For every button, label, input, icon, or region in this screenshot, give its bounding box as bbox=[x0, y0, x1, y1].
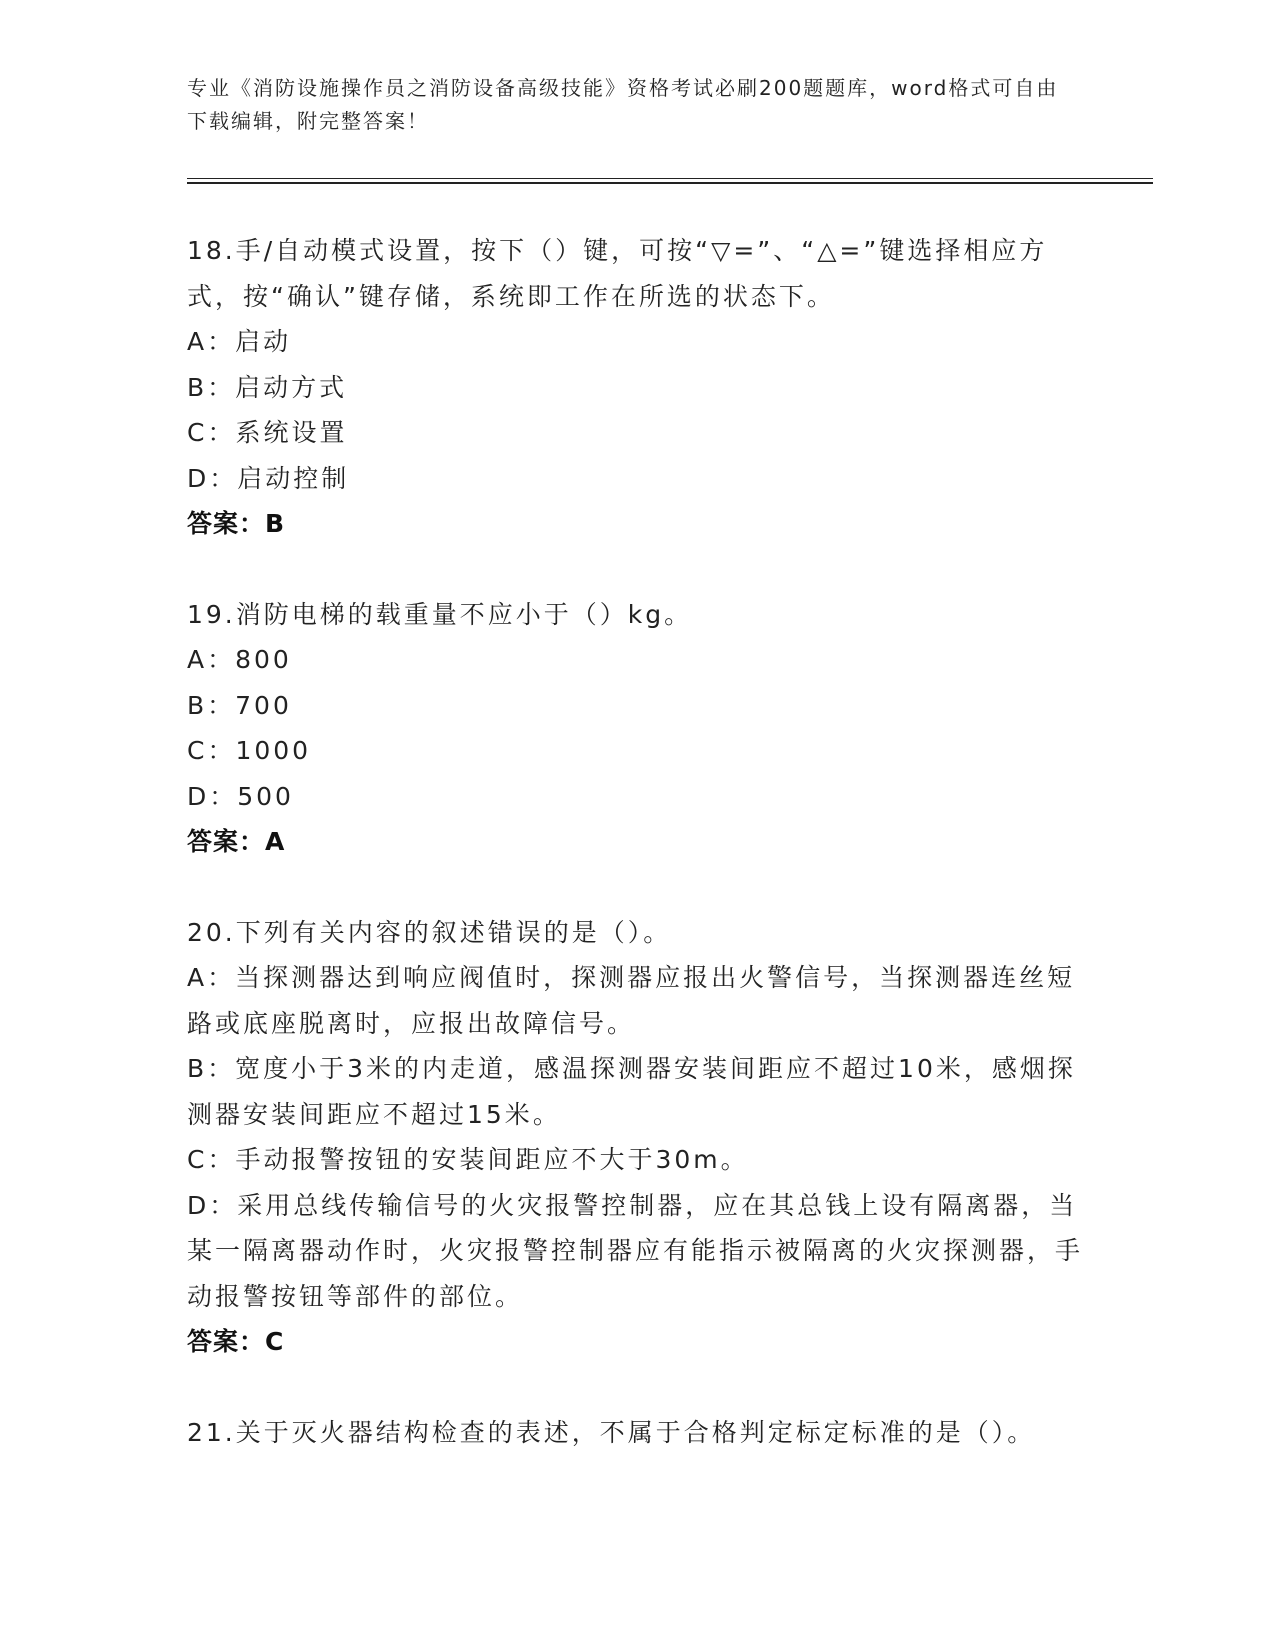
option-b: B：启动方式 bbox=[187, 372, 348, 402]
option-b: B：700 bbox=[187, 690, 292, 720]
question-21 bbox=[187, 1410, 1087, 1456]
option-c: C：系统设置 bbox=[187, 418, 348, 447]
question-gap bbox=[187, 1365, 1087, 1410]
question-gap bbox=[187, 547, 1087, 592]
question-20 bbox=[187, 910, 1087, 1365]
option-c: C：1000 bbox=[187, 736, 312, 765]
answer-label: 答案：A bbox=[187, 827, 286, 856]
option-a: A：启动 bbox=[187, 327, 292, 356]
question-stem: 20.下列有关内容的叙述错误的是（）。 bbox=[187, 917, 672, 947]
answer-label: 答案：C bbox=[187, 1327, 285, 1356]
option-d: D：采用总线传输信号的火灾报警控制器，应在其总钱上设有隔离器，当某一隔离器动作时，火灾报警控制器应有能指示被隔离的火灾探测器，手动报警按钮等部件的部位。 bbox=[187, 1190, 1084, 1311]
question-19 bbox=[187, 592, 1087, 865]
answer-label: 答案：B bbox=[187, 509, 286, 538]
question-stem: 19.消防电梯的载重量不应小于（）kg。 bbox=[187, 599, 693, 629]
option-b: B：宽度小于3米的内走道，感温探测器安装间距应不超过10米，感烟探测器安装间距应不超过15米。 bbox=[187, 1054, 1076, 1129]
question-stem: 21.关于灭火器结构检查的表述，不属于合格判定标定标准的是（）。 bbox=[187, 1417, 1036, 1447]
option-d: D：500 bbox=[187, 781, 294, 811]
question-18 bbox=[187, 228, 1087, 547]
question-gap bbox=[187, 865, 1087, 910]
header-divider-thick bbox=[187, 182, 1153, 184]
question-list bbox=[187, 228, 1087, 1455]
option-a: A：当探测器达到响应阀值时，探测器应报出火警信号，当探测器连丝短路或底座脱离时，应报出故障信号。 bbox=[187, 963, 1076, 1038]
question-stem: 18.手/自动模式设置，按下（）键，可按“▽=”、“△=”键选择相应方式，按“确认”键存储，系统即工作在所选的状态下。 bbox=[187, 236, 1048, 311]
header-divider-thin bbox=[187, 178, 1153, 179]
option-c: C：手动报警按钮的安装间距应不大于30m。 bbox=[187, 1145, 749, 1174]
option-a: A：800 bbox=[187, 645, 292, 674]
option-d: D：启动控制 bbox=[187, 463, 350, 493]
document-header: 专业《消防设施操作员之消防设备高级技能》资格考试必刷200题题库，word格式可自由下载编辑，附完整答案！ bbox=[187, 76, 1059, 133]
